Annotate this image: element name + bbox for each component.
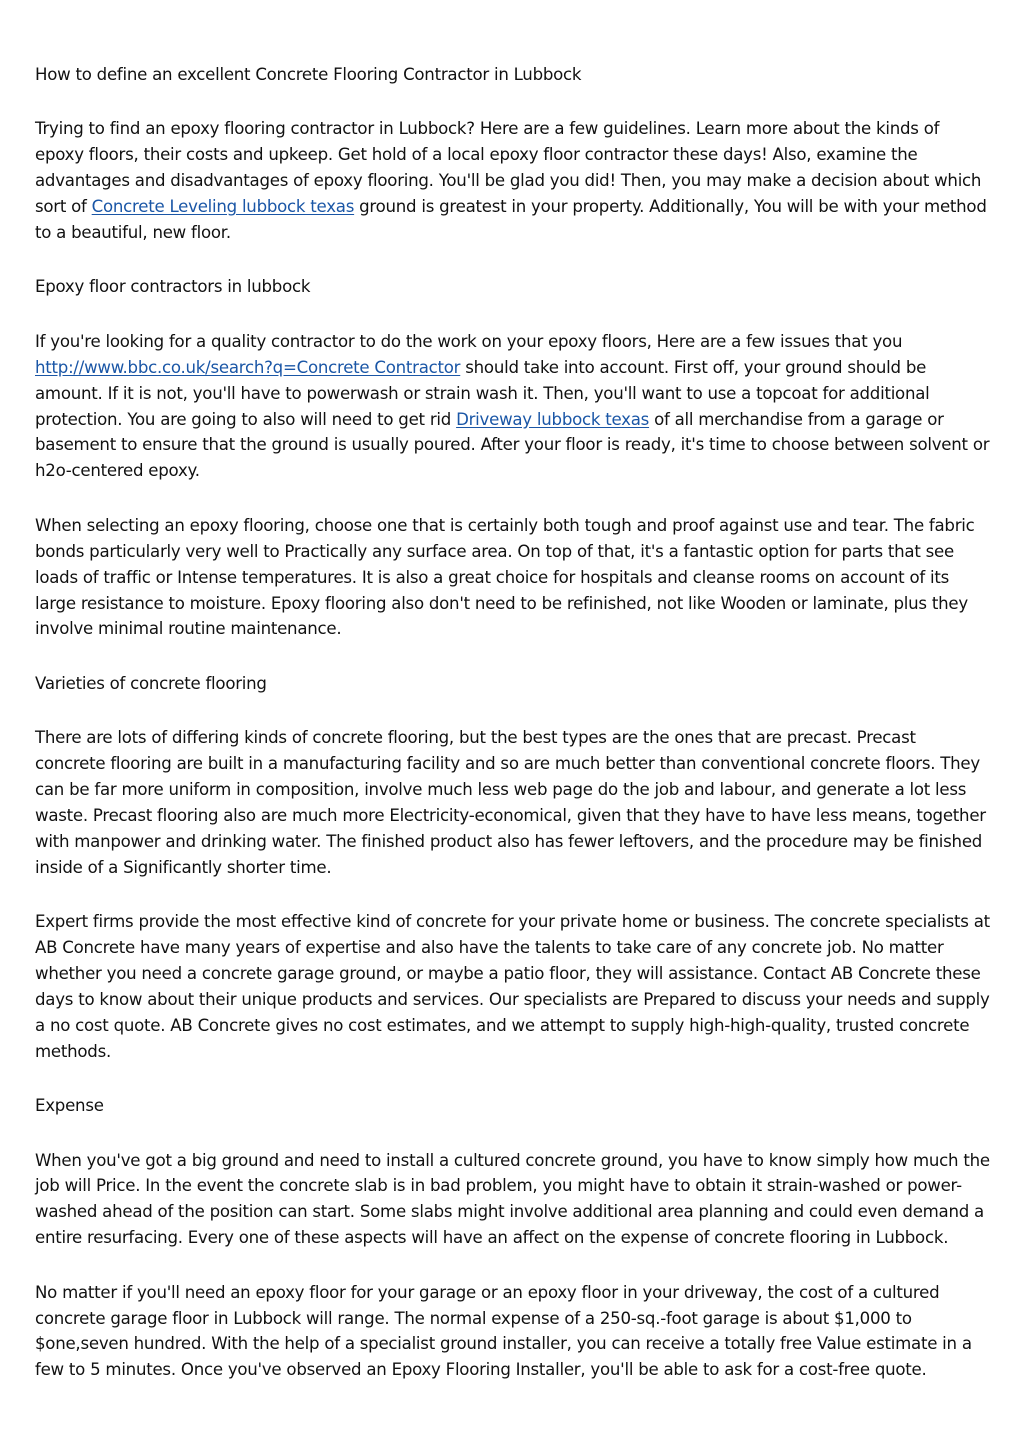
expense-paragraph-1: When you've got a big ground and need to install a cultured concrete ground, you have to know simply how much the job will Price. In the event the concrete slab is in bad problem, you might have to obtain it strain-washed or power-washed ahead of the position can start. Some slabs might involve additional area planning and could even demand a entire resurfacing. Every one of these aspects will have an affect on the expense of concrete flooring in Lubbock. <box>35 1150 990 1248</box>
driveway-link[interactable]: Driveway lubbock texas <box>456 409 650 429</box>
intro-text-1: Trying to find an epoxy flooring contractor in Lubbock? Here are a few guidelines. Learn more about the kinds of epoxy floors, their costs and upkeep. Get hold of a local epoxy floor contractor these days! Also, examine the advantages and disadvantages of epoxy flooring. You'll be glad you did! Then, you may make a decision about which sort of <box>35 119 982 217</box>
concrete-leveling-link[interactable]: Concrete Leveling lubbock texas <box>91 197 355 217</box>
contractor-text-2: should take into account. First off, your ground should be amount. If it is not, you'll have to powerwash or strain wash it. Then, you'll want to use a topcoat for additional protection. You are going to also will need to get rid <box>35 357 930 429</box>
contractor-text-3: of all merchandise from a garage or basement to ensure that the ground is usually poured. After your floor is ready, it's time to choose between solvent or h2o-centered epoxy. <box>35 409 990 481</box>
contractor-text-1: If you're looking for a quality contractor to do the work on your epoxy floors, Here are a few issues that you <box>35 331 903 351</box>
epoxy-selection-paragraph: When selecting an epoxy flooring, choose one that is certainly both tough and proof against use and tear. The fabric bonds particularly very well to Practically any surface area. On top of that, it's a fantastic option for parts that see loads of traffic or Intense temperatures. It is also a great choice for hospitals and cleanse rooms on account of its large resistance to moisture. Epoxy flooring also don't need to be refinished, not like Wooden or laminate, plus they involve minimal routine maintenance. <box>35 515 975 639</box>
section-heading-expense: Expense <box>35 1096 104 1116</box>
expense-paragraph-2: No matter if you'll need an epoxy floor for your garage or an epoxy floor in your driveway, the cost of a cultured concrete garage floor in Lubbock will range. The normal expense of a 250-sq.-foot garage is about $1,000 to $one,seven hundred. With the help of a specialist ground installer, you can receive a totally free Value estimate in a few to 5 minutes. Once you've observed an Epoxy Flooring Installer, you'll be able to ask for a cost-free quote. <box>35 1282 972 1380</box>
expert-firms-paragraph: Expert firms provide the most effective kind of concrete for your private home or business. The concrete specialists at AB Concrete have many years of expertise and also have the talents to take care of any concrete job. No matter whether you need a concrete garage ground, or maybe a patio floor, they will assistance. Contact AB Concrete these days to know about their unique products and services. Our specialists are Prepared to discuss your needs and supply a no cost quote. AB Concrete gives no cost estimates, and we attempt to supply high-high-quality, trusted concrete methods. <box>35 912 990 1061</box>
bbc-search-link[interactable]: http://www.bbc.co.uk/search?q=Concrete Contractor <box>35 357 461 377</box>
section-heading-varieties: Varieties of concrete flooring <box>35 673 267 693</box>
contractor-paragraph <box>35 329 990 484</box>
document-title: How to define an excellent Concrete Flooring Contractor in Lubbock <box>35 65 582 84</box>
intro-paragraph <box>35 116 990 246</box>
precast-paragraph: There are lots of differing kinds of concrete flooring, but the best types are the ones that are precast. Precast concrete flooring are built in a manufacturing facility and so are much better than conventional concrete floors. They can be far more uniform in composition, involve much less web page do the job and labour, and generate a lot less waste. Precast flooring also are much more Electricity-economical, given that they have to have less means, together with manpower and drinking water. The finished product also has fewer leftovers, and the procedure may be finished inside of a Significantly shorter time. <box>35 728 986 877</box>
intro-text-2: ground is greatest in your property. Additionally, You will be with your method to a beautiful, new floor. <box>35 197 987 243</box>
section-heading-epoxy-contractors: Epoxy floor contractors in lubbock <box>35 277 311 297</box>
